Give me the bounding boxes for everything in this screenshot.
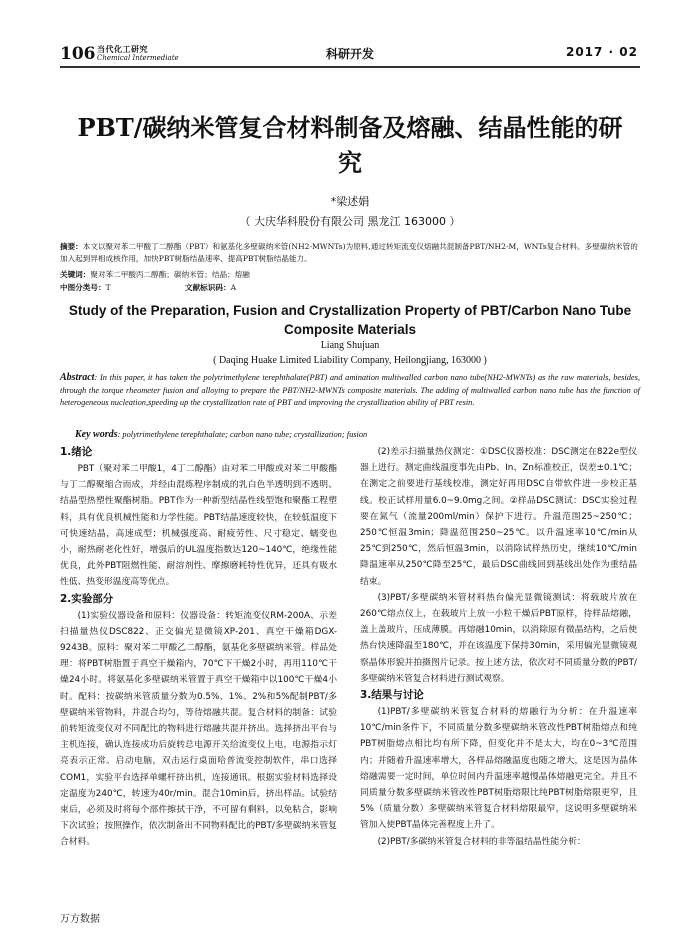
paragraph: (2)差示扫描量热仪测定：①DSC仪器校准：DSC测定在822e型仪器上进行。测定曲线温度事先由Pb、In、Zn标准校正，误差±0.1℃；在测定之前要进行基线校准，测定好再用DSC自带软件进一步校正基线。校正试样用量6.0~9.0mg之间。②样品DSC测试：DSC实验过程要在氮气（流量200ml/min）保护下进行。升温范围25~250℃；250℃恒温3min；降温范围250~25℃。以升温速率10℃/min从25℃到250℃，然后恒温3min，以消除试样热历史，继续10℃/min降温速率从250℃降至25℃，最后DSC曲线回到基线出处作为重结晶结束。 — [360, 447, 637, 587]
keywords-cn — [60, 269, 640, 280]
section-heading: 2.实验部分 — [60, 592, 114, 605]
affiliation-en: ( Daqing Huake Limited Liability Company, Heilongjiang, 163000 ) — [213, 355, 487, 366]
paragraph: (2)PBT/多碳纳米管复合材料的非等温结晶性能分析： — [377, 836, 586, 847]
abstract-en — [60, 372, 640, 410]
paragraph: (3)PBT/多壁碳纳米管材料热台偏光显微镜测试：将载玻片放在260℃熔点仪上，在载玻片上放一小粒干燥后PBT原样，待样品熔融，盖上盖玻片，压成薄膜。再熔融10min，以消除原有微晶结构，之后使热台快速降温至180℃，并在该温度下保持30min，采用偏光显微镜观察晶体形貌并拍摄图片记录。按上述方法，依次对不同质量分数的PBT/多壁碳纳米管复合材料进行测试观察。 — [360, 592, 637, 684]
abstract-cn-label: 摘要： — [60, 242, 83, 251]
keywords-cn-text: 聚对苯二甲酸丙二醇酯；碳纳米管；结晶；熔融 — [90, 270, 250, 279]
article-title-en: Study of the Preparation, Fusion and Crystallization Property of PBT/Carbon Nano Tube Composite Materials — [68, 303, 632, 337]
abstract-en-label: Abstract — [60, 372, 95, 383]
affiliation-cn: （ 大庆华科股份有限公司 黑龙江 163000 ） — [239, 215, 461, 228]
paragraph: PBT（聚对苯二甲酸1，4丁二醇酯）由对苯二甲酸或对苯二甲酸酯与丁二醇聚缩合而成，并经由混炼程序制成的乳白色半透明到不透明、结晶型热塑性聚酯树脂。PBT作为一种新型结晶性线型饱和聚酯工程塑料，具有优良机械性能和力学性能。PBT结晶速度较快，在较低温度下可快速结晶，高速成型；机械强度高、耐疲劳性、尺寸稳定、蠕变也小，耐热耐老化性好，增强后的UL温度指数达120~140℃，绝缘性能优良，此外PBT阻燃性能、耐溶剂性、摩擦磨耗特性优异，还具有吸水性低、热变形温度高等优点。 — [60, 464, 337, 588]
section-title: 科研开发 — [325, 47, 374, 61]
page-number: 106 — [60, 44, 96, 64]
keywords-en-text: : polytrimethylene terephthalate; carbon nano tube; crystallization; fusion — [117, 430, 368, 439]
keywords-cn-label: 关键词： — [60, 270, 91, 279]
clc-value: T — [105, 283, 111, 292]
doc-code — [185, 282, 236, 293]
issue-date: 2017 · 02 — [565, 45, 638, 59]
paragraph: (1)实验仪器设备和原料：仪器设备：转矩流变仪RM-200A、示差扫描量热仪DSC822、正交偏光显微镜XP-201、真空干燥箱DGX-9243B。原料：聚对苯二甲酸乙二醇酯，氨基化多壁碳纳米管。样品处理：将PBT树脂置于真空干燥箱内，70℃下干燥2小时，再用110℃干燥24小时。将氨基化多壁碳纳米管置于真空干燥箱中以100℃干燥4小时。配料：按碳纳米管质量分数为0.5%、1%、2%和5%配制PBT/多壁碳纳米管物料，并混合均匀，等待熔融共混。复合材料的制备：试验前转矩流变仪对不同配比的物料进行熔融共混并挤出。选择挤出平台与主机连接，确认连接成功后旋转总电源开关给流变仪上电，电源指示灯亮表示正常。启动电脑，双击运行桌面哈普流变控制软件，串口选择COM1，实验平台选择单螺杆挤出机，连接通讯。根据实验材料选择设定温度为240℃，转速为40r/min。混合10min后，挤出样品。试验结束后，必须及时将每个部件擦拭干净，不可留有剩料，以免粘合，影响下次试验；按照操作，依次制备出不同物料配比的PBT/多壁碳纳米管复合材料。 — [60, 610, 337, 848]
footer-watermark: 万方数据 — [60, 914, 100, 925]
author-cn: *梁述娟 — [330, 195, 370, 208]
article-title-cn: PBT/碳纳米管复合材料制备及熔融、结晶性能的研究 — [77, 113, 623, 177]
abstract-cn-text: 本文以聚对苯二甲酸丁二醇酯（PBT）和氨基化多壁碳纳米管(NH2-MWNTs)为原料,通过转矩流变仪熔融共混制备PBT/NH2-M，WNTs复合材料。多壁碳纳米管的加入起到异相成核作用，加快PBT树脂结晶速率、提高PBT树脂结晶能力。 — [60, 242, 638, 263]
journal-name-en: Chemical Intermediate — [97, 54, 179, 62]
paragraph: (1)PBT/多壁碳纳米管复合材料的熔融行为分析：在升温速率10℃/min条件下，不同质量分数多壁碳纳米管改性PBT树脂熔点和纯PBT树脂熔点相比均有所下降，但变化并不是太大，均在0~3℃范围内；并随着升温速率增大，各样品熔融温度也随之增大，这是因为晶体熔融需要一定时间，单位时间内升温速率越慢晶体熔融更完全。并且不同质量分数多壁碳纳米管改性PBT树脂熔限比纯PBT树脂熔限更窄，且5%（质量分数）多壁碳纳米管复合材料熔限最窄，这说明多壁碳纳米管加入使PBT晶体完善程度上升了。 — [360, 707, 637, 831]
body-column-left — [60, 444, 337, 851]
classification-line — [60, 282, 640, 293]
section-heading: 3.结果与讨论 — [360, 689, 424, 702]
section-heading: 1.绪论 — [60, 446, 93, 458]
author-en: Liang Shujuan — [320, 340, 380, 351]
body-column-right — [360, 444, 637, 850]
clc-label: 中图分类号： — [60, 283, 106, 292]
abstract-en-text: : In this paper, it has taken the polytrimethylene terephthalate(PBT) and amination multiwalled carbon nano tube(NH2-MWNTs) as the raw materials, besides, through the torque rheometer fusion and alloying to prepare the PBT/NH2-MWNTs composite materials. The adding of multiwalled carbon nano tube has the function of heterogeneous nucleation,speeding up the crystallization rate of PBT and improving the crystallization ability of PBT resin. — [60, 373, 640, 407]
doc-value: A — [230, 283, 237, 292]
doc-label: 文献标识码： — [185, 283, 231, 292]
header-rule — [60, 66, 640, 68]
abstract-cn — [60, 241, 640, 264]
journal-name-cn: 当代化工研究 — [97, 45, 148, 54]
keywords-en-label: Key words — [75, 429, 118, 440]
keywords-en — [75, 429, 640, 440]
